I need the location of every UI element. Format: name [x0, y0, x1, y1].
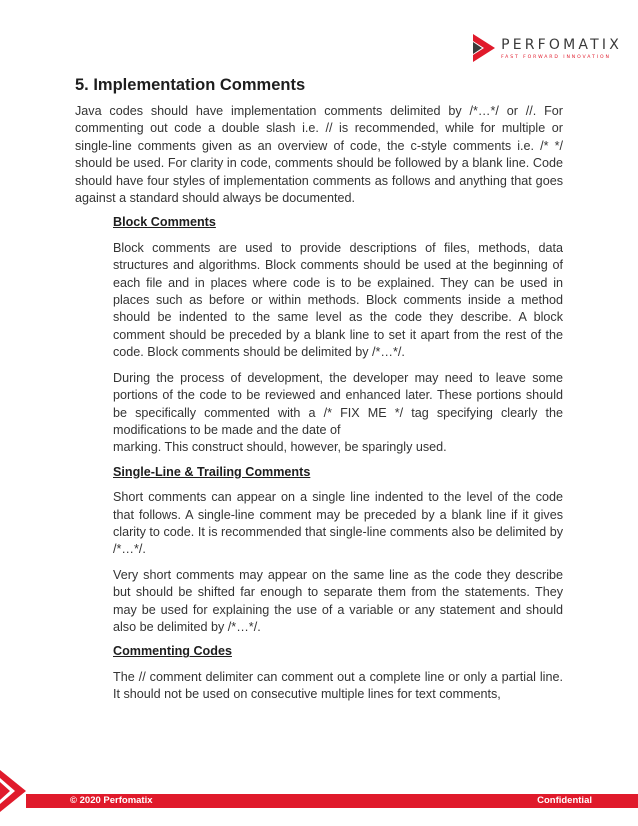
block-comments-paragraph-2-part-a: During the process of development, the developer may need to leave some portions of the code to be reviewed and enhanced later. These portions should be specifically commented with a /* FIX ME */ tag specifying clearly the modifications to be made and the date of	[113, 370, 563, 437]
single-line-comments-heading: Single-Line & Trailing Comments	[113, 464, 311, 479]
brand-logo	[471, 34, 622, 62]
perfomatix-chevron-logo-icon	[471, 34, 495, 62]
commenting-codes-heading: Commenting Codes	[113, 644, 232, 659]
brand-name: PERFOMATIX	[501, 36, 622, 53]
block-comments-section	[113, 214, 563, 456]
footer-confidential-label: Confidential	[537, 795, 592, 806]
brand-text	[501, 37, 622, 60]
commenting-codes-section	[113, 643, 563, 703]
footer-copyright: © 2020 Perfomatix	[70, 795, 153, 806]
document-body	[75, 74, 563, 712]
block-comments-heading: Block Comments	[113, 215, 216, 230]
single-line-comments-paragraph-1: Short comments can appear on a single line indented to the level of the code that follows. A single-line comment may be preceded by a blank line if it gives clarity to code. It is recommended that single-line comments also be delimited by /*…*/.	[113, 490, 563, 557]
section-title: 5. Implementation Comments	[75, 76, 306, 94]
section-intro-paragraph: Java codes should have implementation comments delimited by /*…*/ or //. For commenting out code a double slash i.e. // is recommended, while for multiple or single-line comments given as an overview of code, the c-style comments i.e. /* */ should be used. For clarity in code, comments should be followed by a blank line. Code should have four styles of implementation comments as follows and anything that goes against a standard should always be documented.	[75, 104, 563, 206]
single-line-comments-paragraph-2: Very short comments may appear on the same line as the code they describe but should be shifted far enough to separate them from the statements. They may be used for explaining the use of a variable or any statement and should also be delimited by /*…*/.	[113, 567, 563, 634]
block-comments-paragraph-1: Block comments are used to provide descriptions of files, methods, data structures and algorithms. Block comments should be used at the beginning of each file and in places where code is to be explained. They can be used in places such as before or within methods. Block comments inside a method should be indented to the same level as the code they describe. A block comment should be preceded by a blank line to set it apart from the rest of the code. Block comments should be delimited by /*…*/.	[113, 240, 563, 360]
single-line-comments-section	[113, 464, 563, 637]
commenting-codes-paragraph-1: The // comment delimiter can comment out a complete line or only a partial line. It should not be used on consecutive multiple lines for text comments,	[113, 669, 563, 702]
footer-bar	[26, 794, 638, 808]
block-comments-paragraph-2	[113, 370, 563, 457]
block-comments-paragraph-2-part-b: marking. This construct should, however, be sparingly used.	[113, 440, 447, 455]
brand-tagline: FAST FORWARD INNOVATION	[501, 54, 611, 60]
red-chevron-corner-icon	[0, 770, 26, 812]
